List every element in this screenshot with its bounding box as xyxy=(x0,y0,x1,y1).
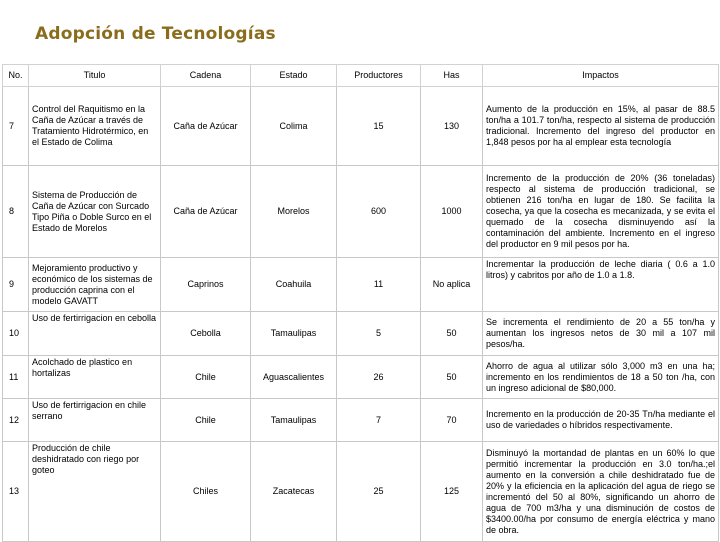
row-productores: 600 xyxy=(337,166,421,258)
row-estado: Morelos xyxy=(251,166,337,258)
row-estado: Tamaulipas xyxy=(251,312,337,356)
table-row xyxy=(3,399,719,442)
table-row xyxy=(3,312,719,356)
header-estado: Estado xyxy=(251,65,337,87)
row-impactos: Aumento de la producción en 15%, al pasar de 88.5 ton/ha a 101.7 ton/ha, respecto al sistema de producción tradicional. Incremento del ingreso del productor en 1,848 pesos por ha al emplear esta tecnología xyxy=(483,87,719,166)
table-row xyxy=(3,442,719,542)
row-has: 1000 xyxy=(421,166,483,258)
table-row xyxy=(3,87,719,166)
row-impactos: Se incrementa el rendimiento de 20 a 55 ton/ha y aumentan los ingresos netos de 30 mil a 107 mil pesos/ha. xyxy=(483,312,719,356)
header-no: No. xyxy=(3,65,29,87)
row-productores: 5 xyxy=(337,312,421,356)
row-titulo: Sistema de Producción de Caña de Azúcar con Surcado Tipo Piña o Doble Surco en el Estado de Morelos xyxy=(29,166,161,258)
row-titulo: Uso de fertirrigacion en cebolla xyxy=(29,312,161,356)
row-estado: Colima xyxy=(251,87,337,166)
table-row xyxy=(3,356,719,399)
row-impactos: Incremento de la producción de 20% (36 toneladas) respecto al sistema de producción tradicional, se obtienen 216 ton/ha en lugar de 180. Se facilita la cosecha, ya que la cosecha es mecanizada, y se evita el quemado de la cosecha disminuyendo así la contaminación del ambiente. Incremento en el ingreso del productor en 9 mil pesos por ha. xyxy=(483,166,719,258)
row-has: 125 xyxy=(421,442,483,542)
row-estado: Coahuila xyxy=(251,258,337,312)
row-titulo: Control del Raquitismo en la Caña de Azúcar a través de Tratamiento Hidrotérmico, en el Estado de Colima xyxy=(29,87,161,166)
header-titulo: Titulo xyxy=(29,65,161,87)
row-impactos: Disminuyó la mortandad de plantas en un 60% lo que permitió incrementar la producción en 3.0 ton/ha.;el aumento en la conversión a chile deshidratado fue de 20% y la eficiencia en la aplicación del agua de riego se incrementó del 50 al 80%, significando un ahorro de agua de 700 m3/ha y una disminución de costos de $3400.00/ha por consumo de energía eléctrica y mano de obra. xyxy=(483,442,719,542)
row-titulo: Uso de fertirrigacion en chile serrano xyxy=(29,399,161,442)
row-estado: Zacatecas xyxy=(251,442,337,542)
row-has: 50 xyxy=(421,312,483,356)
row-productores: 26 xyxy=(337,356,421,399)
row-titulo: Mejoramiento productivo y económico de los sistemas de producción caprina con el modelo GAVATT xyxy=(29,258,161,312)
technology-table xyxy=(2,64,719,542)
row-estado: Aguascalientes xyxy=(251,356,337,399)
row-impactos: Ahorro de agua al utilizar sólo 3,000 m3 en una ha; incremento en los rendimientos de 18 a 50 ton /ha, con un ingreso adicional de $80,000. xyxy=(483,356,719,399)
row-titulo: Acolchado de plastico en hortalizas xyxy=(29,356,161,399)
row-no: 9 xyxy=(3,258,29,312)
header-row xyxy=(3,65,719,87)
header-cadena: Cadena xyxy=(161,65,251,87)
row-no: 7 xyxy=(3,87,29,166)
header-has: Has xyxy=(421,65,483,87)
table-row xyxy=(3,166,719,258)
row-has: 50 xyxy=(421,356,483,399)
row-productores: 7 xyxy=(337,399,421,442)
row-no: 10 xyxy=(3,312,29,356)
row-cadena: Chiles xyxy=(161,442,251,542)
row-cadena: Chile xyxy=(161,399,251,442)
row-productores: 25 xyxy=(337,442,421,542)
row-cadena: Caprinos xyxy=(161,258,251,312)
row-has: 130 xyxy=(421,87,483,166)
header-productores: Productores xyxy=(337,65,421,87)
row-productores: 11 xyxy=(337,258,421,312)
row-estado: Tamaulipas xyxy=(251,399,337,442)
row-impactos: Incrementar la producción de leche diaria ( 0.6 a 1.0 litros) y cabritos por año de 1.0 a 1.8. xyxy=(483,258,719,312)
page-title: Adopción de Tecnologías xyxy=(35,24,276,44)
row-cadena: Caña de Azúcar xyxy=(161,87,251,166)
row-productores: 15 xyxy=(337,87,421,166)
row-no: 13 xyxy=(3,442,29,542)
row-has: 70 xyxy=(421,399,483,442)
row-cadena: Caña de Azúcar xyxy=(161,166,251,258)
row-has: No aplica xyxy=(421,258,483,312)
row-no: 8 xyxy=(3,166,29,258)
row-impactos: Incremento en la producción de 20-35 Tn/ha mediante el uso de variedades o híbridos respectivamente. xyxy=(483,399,719,442)
row-no: 11 xyxy=(3,356,29,399)
table-row xyxy=(3,258,719,312)
row-no: 12 xyxy=(3,399,29,442)
header-impactos: Impactos xyxy=(483,65,719,87)
row-cadena: Chile xyxy=(161,356,251,399)
row-cadena: Cebolla xyxy=(161,312,251,356)
row-titulo: Producción de chile deshidratado con riego por goteo xyxy=(29,442,161,542)
